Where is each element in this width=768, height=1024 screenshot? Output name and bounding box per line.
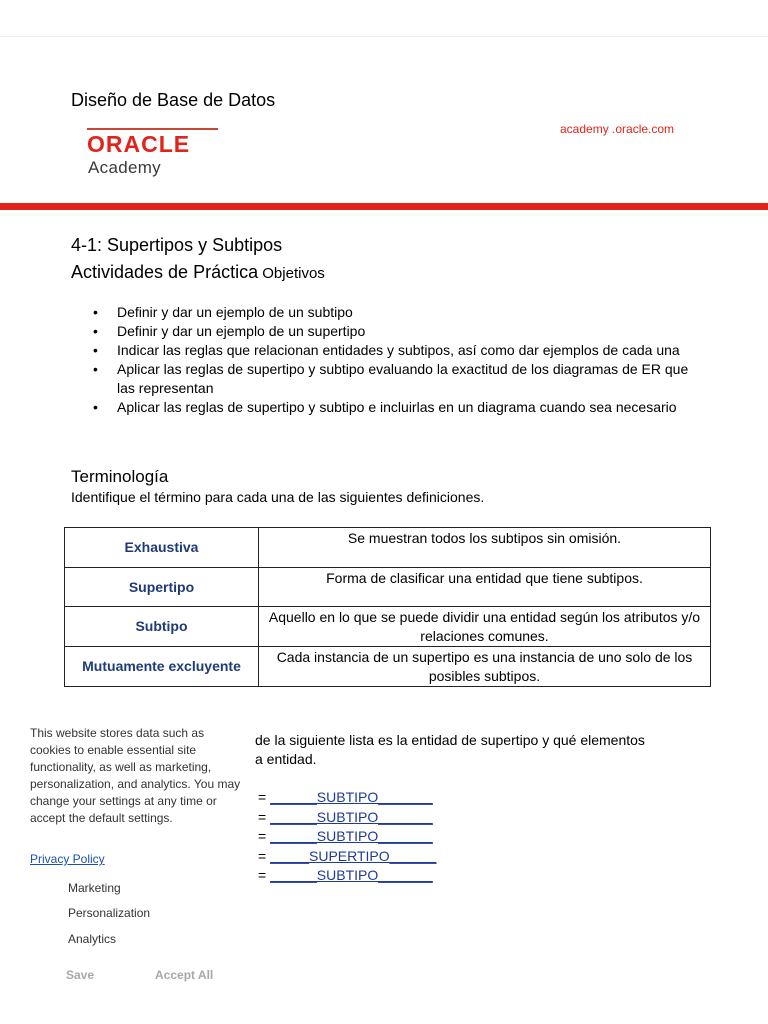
answer-row [258, 847, 436, 867]
header-red-band [0, 203, 768, 210]
cookie-option-marketing[interactable]: Marketing [68, 881, 121, 895]
answer-prefix: = [258, 828, 271, 844]
term-cell: Subtipo [65, 607, 259, 647]
exercise-answers [258, 788, 436, 886]
answer-prefix: = [258, 808, 271, 825]
answer-value: ______SUBTIPO_______ [270, 828, 433, 844]
table-row [65, 528, 711, 568]
term-cell: Exhaustiva [65, 528, 259, 568]
subtitle-objectives: Objetivos [258, 265, 325, 282]
oracle-academy-logo [87, 128, 227, 182]
answer-value: ______SUBTIPO_______ [270, 808, 433, 825]
subtitle-main: Actividades de Práctica [71, 262, 259, 282]
answer-prefix: = [258, 789, 271, 805]
objective-item: • Indicar las reglas que relacionan entidades y subtipos, así como dar ejemplos de cada una [93, 341, 703, 360]
exercise-line: a entidad. [255, 751, 317, 767]
terminology-instructions: Identifique el término para cada una de las siguientes definiciones. [71, 489, 485, 505]
privacy-policy-link[interactable]: Privacy Policy [30, 852, 105, 866]
table-row [65, 607, 711, 647]
answer-prefix: = [258, 847, 271, 864]
logo-subtitle: Academy [88, 158, 161, 177]
terminology-table [64, 527, 711, 687]
cookie-banner [0, 712, 250, 1024]
accept-all-button[interactable]: Accept All [155, 968, 214, 982]
term-cell: Supertipo [65, 568, 259, 607]
cookie-option-analytics[interactable]: Analytics [68, 932, 117, 946]
definition-cell: Cada instancia de un supertipo es una instancia de uno solo de los posibles subtipos. [259, 647, 711, 687]
answer-prefix: = [258, 867, 271, 883]
definition-cell: Se muestran todos los subtipos sin omisión. [259, 528, 711, 568]
objective-item: • Aplicar las reglas de supertipo y subtipo e incluirlas en un diagrama cuando sea necesario [93, 398, 703, 417]
cookie-option-personalization[interactable]: Personalization [68, 906, 151, 920]
answer-row [258, 866, 436, 886]
answer-value: ______SUBTIPO_______ [270, 867, 433, 883]
page-top-divider [0, 36, 768, 37]
lesson-subtitle [71, 262, 325, 283]
definition-cell: Forma de clasificar una entidad que tiene subtipos. [259, 568, 711, 607]
lesson-title: 4-1: Supertipos y Subtipos [71, 235, 283, 255]
answer-value: ______SUBTIPO_______ [270, 789, 433, 805]
site-url: academy .oracle.com [560, 122, 675, 136]
objectives-list [93, 303, 703, 417]
cookie-message: This website stores data such as cookies to enable essential site functionality, as well as marketing, personalization, and analytics. You may change your settings at any time or accept the default settings. [30, 726, 241, 825]
answer-row [258, 827, 436, 847]
answer-row [258, 808, 436, 828]
save-button[interactable]: Save [66, 968, 95, 982]
table-row [65, 568, 711, 607]
document-title: Diseño de Base de Datos [71, 90, 276, 110]
answer-value: _____SUPERTIPO______ [270, 847, 437, 864]
term-cell: Mutuamente excluyente [65, 647, 259, 687]
logo-brand: ORACLE [87, 131, 191, 157]
definition-cell: Aquello en lo que se puede dividir una entidad según los atributos y/o relaciones comunes. [259, 607, 711, 647]
exercise-line: de la siguiente lista es la entidad de supertipo y qué elementos [255, 732, 645, 748]
terminology-heading: Terminología [71, 467, 169, 486]
objective-item: • Definir y dar un ejemplo de un supertipo [93, 322, 703, 341]
answer-row [258, 788, 436, 808]
exercise-instructions [255, 731, 715, 769]
objective-item: • Definir y dar un ejemplo de un subtipo [93, 303, 703, 322]
table-row [65, 647, 711, 687]
objective-item: • Aplicar las reglas de supertipo y subtipo evaluando la exactitud de los diagramas de ER que las representan [93, 360, 703, 398]
